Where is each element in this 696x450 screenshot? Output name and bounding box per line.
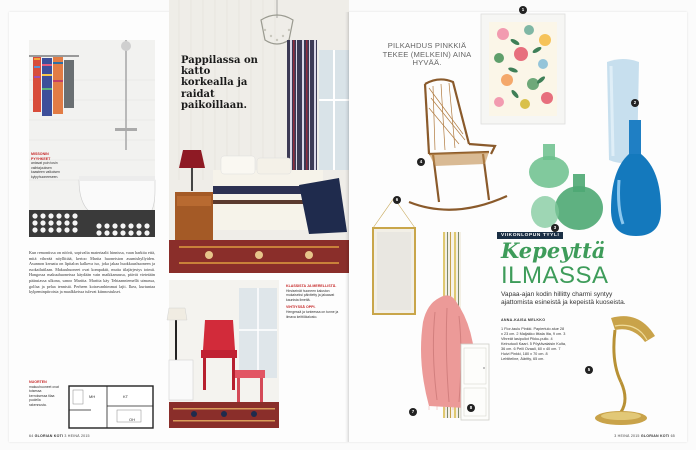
green-glass-bottles: [527, 140, 607, 235]
item-number-7: 7: [409, 408, 417, 416]
bathroom-caption: [31, 152, 61, 180]
right-headline: PILKAHDUS PINKKIÄ TEKEE (MELKEIN) AINA HYVÄÄ.: [382, 41, 472, 68]
living-caption-head-2: VIHTIYSSÄ OPPI.: [286, 305, 316, 310]
byline: ANNA-KAISA MELKKO: [501, 318, 546, 322]
bedroom-photo: [169, 0, 349, 273]
right-page: [349, 7, 687, 442]
floorplan-label-kt: KT: [123, 394, 129, 399]
floorplan-label-mh: MH: [89, 394, 96, 399]
floorplan-drawing: [67, 382, 155, 432]
bathroom-caption-head: MISSONIN PYYHKEET: [31, 152, 51, 161]
left-folio: [29, 434, 90, 438]
left-folio-issue: 3 HEINÄ 2015: [64, 434, 90, 438]
kicker-label: VIIKONLOPUN TYYLI: [497, 232, 563, 239]
item-number-5: 5: [585, 366, 593, 374]
right-folio: [614, 434, 675, 438]
floorplan-caption: [29, 380, 59, 408]
left-page: [9, 12, 349, 442]
living-caption-body-2: Hengessä ja tunteessa on tunne ja ilmava keittiökalusto.: [286, 309, 339, 319]
bathroom-caption-body: antavat puin tosin vaihtajuuksen kaasteen valkoisen kylpyhuoneeseen.: [31, 161, 60, 179]
white-cabinet: [459, 342, 491, 424]
left-folio-brand: GLORIAN KOTI: [34, 434, 64, 438]
item-number-6: 6: [393, 196, 401, 204]
floorplan-caption-body: makuuhuoneet ovat toisessa kerroksessa tilaa puolella rakennusta.: [29, 384, 59, 407]
item-number-4: 4: [417, 158, 425, 166]
left-headline: Pappilassa on katto korkealla ja raidat paikoillaan.: [181, 55, 258, 111]
right-folio-issue: 3 HEINÄ 2015: [614, 434, 640, 438]
title-sub: ILMASSA: [501, 262, 609, 289]
living-caption-body-1: Hirsiseinät huoneen kaluston mukaiseksi päivitetty ja jakaavat kaunista ilmettä.: [286, 288, 335, 302]
bathroom-photo: [29, 40, 155, 237]
floorplan-label-oh: OH: [129, 417, 135, 422]
product-list: 1 Flor-taulu Pinkki. Papiertulo alue 28 x 23 cm. 2 Maljakko Iittala Ilta, 9 cm. 3 Vihreät lasipullot Pikku-pullo. 4 Keinutuoli Kaari. 5 Pöytävalaisin Kulta, 36 cm. 6 Peili Ovaali, 60 x 40 cm. 7 Huivi Pinkki, 180 x 70 cm. 8 Lehtiteline, Ääritty, 65 cm.: [501, 327, 567, 361]
left-body-text: Kun remontissa on nöörit, sopivalta materiaalit hinnissa, vaan harkita että, mitä vihreää nöyllittää, kertoo Marita huoneiston asumishyllyiden. Asunnon kreaatu on lipitalon kalkeva iso, joka jakaa huokkaushuoneen ja ruokailutilaan. Makuuhuoneet ovat kompaktit, mutta tilajärjestys toimii. Hangossa makuuhuoneissa käydään vain maikkamassa, päivät vietetään pääasiassa ulkona, sanoo Maritta. Maritta käy Tehtaanniemellä uimassa, golfaa ja pelaa tennistä. Perheen koiravanhimmat lajit. Ikea, kurtuntaa kylpeminpiiroista ja maalkkeissa tulevat kiinnostukset.: [29, 250, 155, 295]
brass-desk-lamp: [581, 312, 665, 428]
right-folio-page: 65: [670, 434, 675, 438]
left-folio-page: 64: [29, 434, 34, 438]
blue-decanter: [607, 120, 665, 238]
living-room-captions: [286, 284, 344, 319]
deck: Vapaa-ajan kodin hillitty charmi syntyy ajattomista esineistä ja kepeistä kuoseista.: [501, 291, 626, 306]
item-number-8: 8: [467, 404, 475, 412]
title-main: Kepeyttä: [501, 238, 606, 263]
right-folio-brand: GLORIAN KOTI: [640, 434, 670, 438]
living-room-photo: [169, 280, 279, 428]
floorplan-caption-head: NUORTEN: [29, 380, 47, 384]
living-caption-head-1: KLASSISTA JA MERELLISTÄ.: [286, 284, 337, 288]
item-number-3: 3: [551, 224, 559, 232]
item-number-2: 2: [631, 99, 639, 107]
item-number-1: 1: [519, 6, 527, 14]
